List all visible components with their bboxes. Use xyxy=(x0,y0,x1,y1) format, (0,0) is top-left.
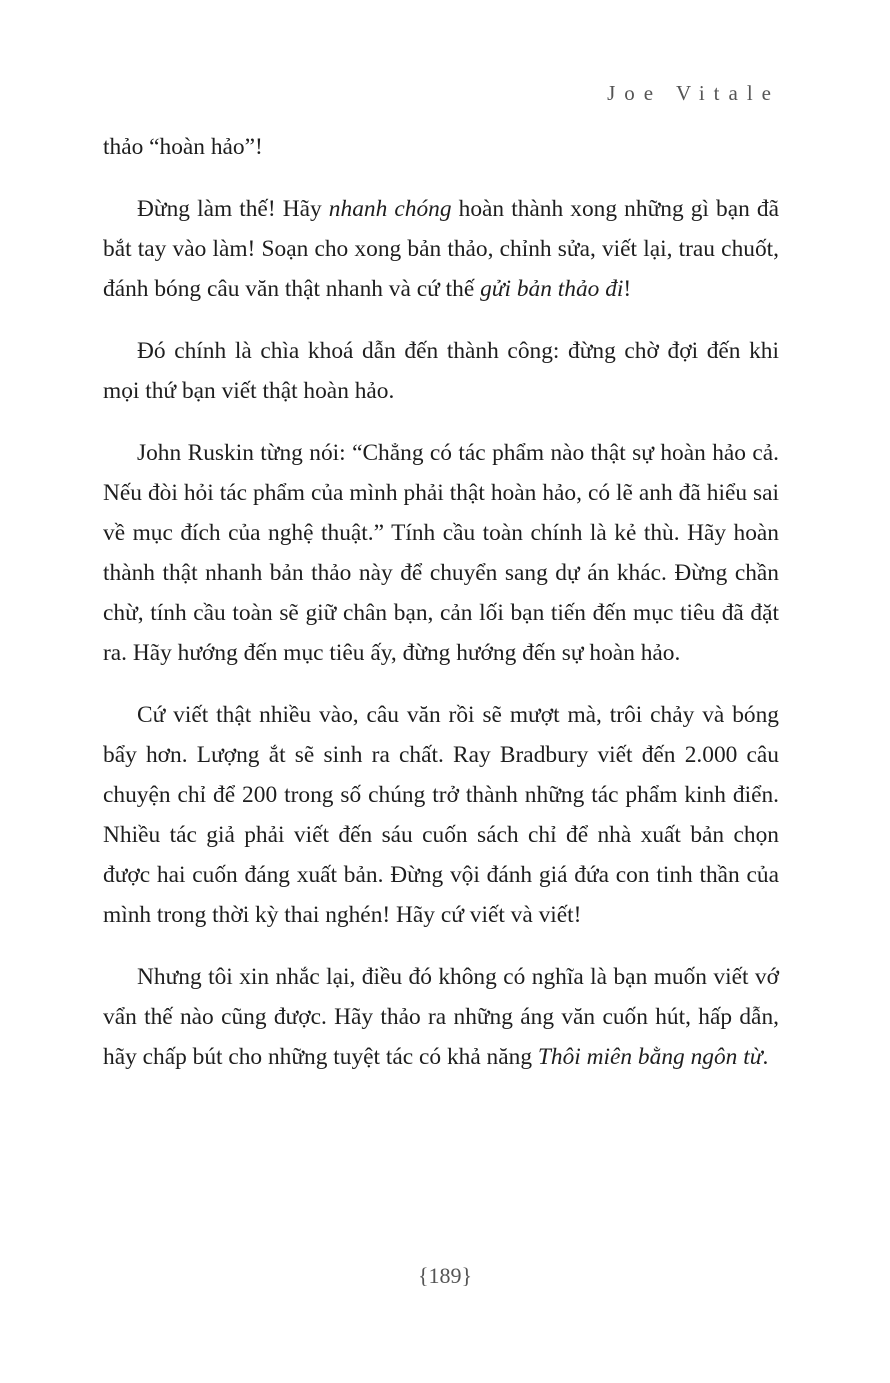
paragraph-5 xyxy=(103,695,779,935)
paragraph-2-text-a: Đừng làm thế! Hãy xyxy=(137,196,329,222)
paragraph-2-emphasis-b: gửi bản thảo đi xyxy=(480,276,624,302)
paragraph-6-text-b: . xyxy=(762,1044,769,1070)
paragraph-6-emphasis: Thôi miên bằng ngôn từ xyxy=(537,1044,763,1070)
paragraph-6-text-a: Nhưng tôi xin nhắc lại, điều đó không có nghĩa là bạn muốn viết vớ vẩn thế nào cũng được. Hãy thảo ra những áng văn cuốn hút, hấp dẫn, hãy chấp bút cho những tuyệt tác có khả năng xyxy=(103,964,779,1070)
paragraph-1-text: thảo “hoàn hảo”! xyxy=(103,134,263,160)
paragraph-2 xyxy=(103,189,779,309)
body-text xyxy=(103,127,779,1077)
paragraph-2-emphasis-a: nhanh chóng xyxy=(328,196,452,222)
running-head: Joe Vitale xyxy=(607,81,780,105)
paragraph-5-text: Cứ viết thật nhiều vào, câu văn rồi sẽ mượt mà, trôi chảy và bóng bẩy hơn. Lượng ắt sẽ sinh ra chất. Ray Bradbury viết đến 2.000 câu chuyện chỉ để 200 trong số chúng trở thành những tác phẩm kinh điển. Nhiều tác giả phải viết đến sáu cuốn sách chỉ để nhà xuất bản chọn được hai cuốn đáng xuất bản. Đừng vội đánh giá đứa con tinh thần của mình trong thời kỳ thai nghén! Hãy cứ viết và viết! xyxy=(103,702,779,928)
paragraph-2-text-c: ! xyxy=(623,276,632,302)
paragraph-4 xyxy=(103,433,779,673)
paragraph-3 xyxy=(103,331,779,411)
paragraph-3-text: Đó chính là chìa khoá dẫn đến thành công: đừng chờ đợi đến khi mọi thứ bạn viết thật hoàn hảo. xyxy=(103,338,779,404)
paragraph-2-text-b: hoàn thành xong những gì bạn đã bắt tay vào làm! Soạn cho xong bản thảo, chỉnh sửa, viết lại, trau chuốt, đánh bóng câu văn thật nhanh và cứ thế xyxy=(103,196,779,302)
paragraph-1 xyxy=(103,127,779,167)
paragraph-4-text: John Ruskin từng nói: “Chẳng có tác phẩm nào thật sự hoàn hảo cả. Nếu đòi hỏi tác phẩm của mình phải thật hoàn hảo, có lẽ anh đã hiểu sai về mục đích của nghệ thuật.” Tính cầu toàn chính là kẻ thù. Hãy hoàn thành thật nhanh bản thảo này để chuyển sang dự án khác. Đừng chần chừ, tính cầu toàn sẽ giữ chân bạn, cản lối bạn tiến đến mục tiêu đã đặt ra. Hãy hướng đến mục tiêu ấy, đừng hướng đến sự hoàn hảo. xyxy=(103,440,779,666)
paragraph-6 xyxy=(103,957,779,1077)
page-number: {189} xyxy=(417,1263,473,1288)
